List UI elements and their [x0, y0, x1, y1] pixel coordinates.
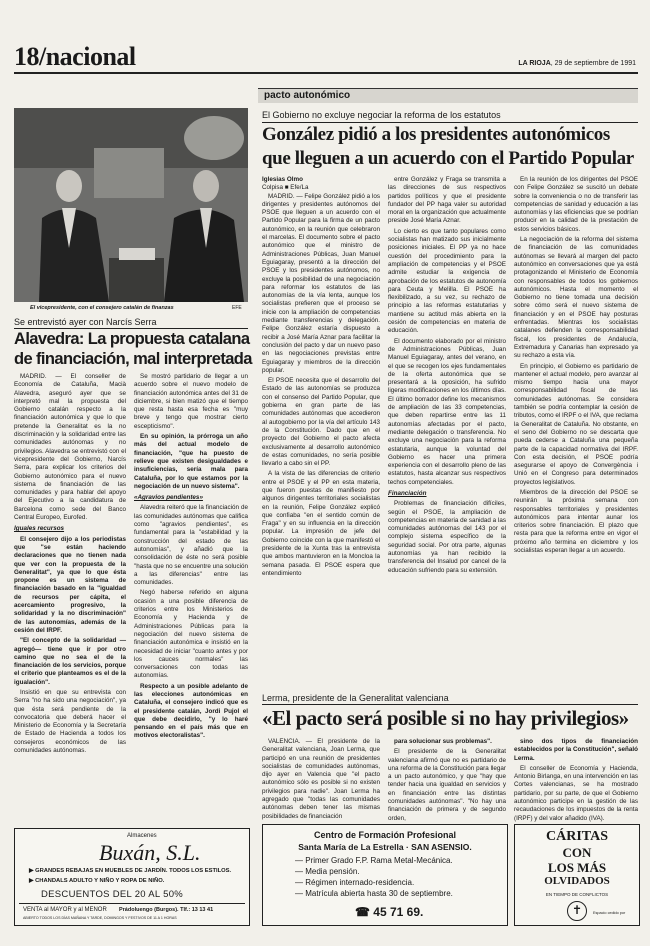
ad-centro-title: Centro de Formación Profesional — [313, 830, 457, 840]
ad-centro-item-2 — [295, 867, 360, 876]
main-byline: Iglesias Olmo — [262, 176, 303, 183]
arrow-icon: ▶ — [29, 868, 36, 874]
valencia-c2-p1: para solucionar sus problemas". — [394, 738, 492, 745]
valencia-column-3 — [514, 738, 638, 822]
dash-icon: — — [295, 878, 306, 887]
ad-caritas-small: Espacio cedido por — [593, 911, 626, 915]
ad-centro-item-4-text: Matrícula abierta hasta 30 de septiembre. — [305, 889, 453, 898]
dash-icon: — — [295, 856, 306, 865]
serra-kicker: Se entrevistó ayer con Narcís Serra — [14, 317, 157, 327]
main-c2-p1: entre González y Fraga se transmita a las direcciones de sus respectivos partidos políticos y que el presidente fundador del PP haga valer su autoridad moral en la organización que actualmente preside José María Aznar. — [388, 176, 506, 225]
ad-centro-item-3-text: Régimen internado-residencia. — [305, 878, 415, 887]
serra-headline-2: de financiación, mal interpretada — [14, 350, 252, 368]
ad-caritas-line3: LOS MÁS — [547, 860, 607, 875]
main-c1-p3: A la vista de las diferencias de criterio entre el PSOE y el PP en esta materia, que fueron puestas de manifiesto por algunos dirigentes territoriales socialistas en la reunión, Felipe González explicó que confiaba "en el sentido común de Fraga" y en su influencia en la dirección popular. La impresión de jefe del Gobierno coincide con la que manifestó el presidente de la Xunta tras la entrevista que ambos mantuvieron en la Moncloa la semana pasada. El PSOE espera que entendimiento — [262, 470, 380, 577]
paper-name: LA RIOJA — [518, 60, 551, 67]
ad-caritas-line1: CÁRITAS — [546, 829, 608, 844]
valencia-c3-p2: El conseller de Economía y Hacienda, Antonio Birlanga, en una intervención en las Cortes valencianas, se ha mostrado partidario, por su parte, de que el Gobierno autonómico participe en la gestión de las recaudaciones de los impuestos de la renta (IRPF) y del valor añadido (IVA). — [514, 764, 638, 822]
caritas-logo-icon: ✝ — [567, 901, 587, 921]
ad-buxan-line2 — [29, 878, 164, 884]
valencia-c2-p2: El presidente de la Generalitat valenciana afirmó que no es partidario de una reforma de la Constitución para llegar a un pacto autonómico, y que "hay que tender hacia una igualdad en servicios y en financiación entre las distintas comunidades autónomas". "No hay una financiación de primera y de segundo orden, — [388, 748, 506, 822]
ad-caritas-line2: CON — [562, 845, 592, 860]
main-c3-p2: La negociación de la reforma del sistema de financiación de las comunidades autónomas se llevará al margen del pacto autonómico en conversaciones que ya está protagonizando el Ministerio de Economía con responsables de todos los gobiernos autonómicos. Hasta el momento el Gobierno no tiene tomada una decisión sobre cómo será el nuevo sistema de financiación y en el PSOE hay posturas enfrentadas. Mientras los socialistas catalanes defienden la corresponsabilidad fiscal, los presidentes de Andalucía, Extremadura y Canarias han expresado ya su rechazo a esta vía. — [514, 236, 638, 360]
serra-c2-p3: Alavedra reiteró que la financiación de las comunidades autónomas que califica como "agravios pendientes", es fundamental para la "estabilidad y la construcción del estado de las autonomías", y añadió que la consolidación de éste no será posible "hasta que no se encuentre una solución a las diferencias" entre las comunidades. — [134, 504, 248, 587]
main-c3-p3: En principio, el Gobierno es partidario de mantener el actual modelo, pero avanzar al mismo tiempo hacia una mayor corresponsabilidad fiscal de las comunidades autónomas. Se considera también se podría contemplar la cesión de tributos, como el IRPF o el IVA, que reclama la Generalitat de Cataluña. No obstante, en el seno del Gobierno no se descarta que pueda cederse a Cataluña una pequeña parte de la capacidad normativa del IRPF. Con esta decisión, el PSOE podría asegurarse el apoyo de Convergència i Unió en el Congreso para determinados proyectos legislativos. — [514, 362, 638, 486]
main-c1-p1: MADRID. — Felipe González pidió a los dirigentes y presidentes autónomos del PSOE que lleguen a un acuerdo con el Partido Popular para la firma de un pacto autonómico, en la reunión que celebraron el marcelas. El documento sobre el pacto autonómico que el ministro de Administraciones Públicas, Juan Manuel Eguiagaray, presentó a la dirección del PSOE y los presidentes autónomos, no excluye la posibilidad de una negociación para reformar los estatutos de las autonomías de la vía lenta, aunque los socialistas prefieren que el proceso se inicie con la ampliación de competencias mediante transferencias y delegación. Felipe González estaría dispuesto a recibir a José María Aznar para facilitar la conclusión del pacto y dar un nuevo paso en las negociaciones previstas entre Eguiagaray y miembros de la dirección popular. — [262, 192, 380, 374]
ad-buxan-line1-text: GRANDES REBAJAS EN MUEBLES DE JARDÍN. TODOS LOS ESTILOS. — [35, 868, 232, 874]
valencia-c3-p1: sino dos tipos de financiación establecidos por la Constitución", señaló Lerma. — [514, 738, 638, 762]
main-column-2 — [388, 176, 506, 690]
ad-buxan-rule — [19, 903, 245, 904]
ad-centro-item-1-text: Primer Grado F.P. Rama Metal-Mecánica. — [305, 856, 453, 865]
valencia-c1-p1: VALENCIA. — El presidente de la Generalitat valenciana, Joan Lerma, que participó en una reunión de presidentes socialistas de comunidades autónomas, dijo ayer en Valencia que "el pacto autonómico sólo es posible si no existen privilegios para nadie". Joan Lerma ha agregado que "todas las comunidades autónomas deben tener las mismas posibilidades de financiación — [262, 738, 380, 820]
serra-c1-p2: El consejero dijo a los periodistas que "se están haciendo declaraciones que no tienen nada que ver con la propuesta de la Generalitat", ya que lo que ésta propone es un sistema de financiación basado en la "igualdad de recursos per cápita, el acercamiento progresivo, la solidaridad y la no discriminación" de las autonomías, además de la cesión del IRPF. — [14, 535, 126, 634]
ad-buxan-line1 — [29, 868, 231, 874]
date: , 29 de septiembre de 1991 — [550, 60, 636, 67]
ad-caritas-tag: EN TIEMPO DE CONFLICTOS — [545, 892, 609, 897]
main-c2-p3: El documento elaborado por el ministro de Administraciones Públicas, Juan Manuel Eguiagaray, antes del verano, en el que se recogen los ejes fundamentales de la oferta autonómica que se presentará a la oposición, ha sufrido ligeras modificaciones en los últimos días. El último borrador define los mecanismos de ampliación de las 33 competencias, que deben repartirse entre las 11 autonomías afectadas por el pacto, mediante delegación o transferencia. No excluye una negociación para la reforma estatutaria, aunque la voluntad del Gobierno es hacer una primera experiencia con el desarrollo pleno de las estatutos, hasta alcanzar sus respectivos techos competenciales. — [388, 337, 506, 486]
serra-kicker-rule — [14, 328, 248, 329]
phone-icon: ☎ — [355, 905, 374, 919]
arrow-icon: ▶ — [29, 878, 36, 884]
main-kicker: El Gobierno no excluye negociar la reforma de los estatutos — [262, 110, 501, 120]
serra-c2-p5: Respecto a un posible adelanto de las elecciones autonómicas en Cataluña, el consejero indicó que es el presidente catalán, Jordi Pujol el que debe decidirlo, "y lo haré pensando en el país más que en motivos electoralistas". — [134, 682, 248, 740]
ad-buxan-address: Prádoluengo (Burgos). Tlf.: 13 13 41 — [119, 907, 214, 913]
valencia-kicker: Lerma, presidente de la Generalitat valenciana — [262, 693, 449, 703]
valencia-column-2 — [388, 738, 506, 822]
main-c3-p1: En la reunión de los dirigentes del PSOE con Felipe González se suscitó un debate sobre la conveniencia o no de transferir las competencias de sanidad y educación a las autonomías y las eficiencias que se podrían producir en la calidad de la prestación de estos servicios básicos. — [514, 176, 638, 233]
ad-centro-item-3 — [295, 878, 414, 887]
page-section-title: 18/nacional — [14, 42, 136, 71]
main-column-3 — [514, 176, 638, 690]
ad-centro-phone — [355, 905, 423, 919]
photo-illustration — [14, 108, 248, 302]
valencia-headline: «El pacto será posible si no hay privilegios» — [262, 706, 629, 730]
ad-centro-item-1 — [295, 856, 453, 865]
main-agency: Colpisa ■ Efe/La — [262, 184, 309, 192]
kicker-rule — [262, 122, 638, 123]
header-rule — [14, 72, 638, 74]
ad-buxan-footer: VENTA al MAYOR y al MENOR — [23, 907, 107, 913]
main-c2-p2: Lo cierto es que tanto populares como socialistas han matizado sus inicialmente posiciones iniciales. El PP ya no hace cuestión del procedimiento para la ampliación de competencias y el PSOE admite estudiar la exigencia de aprobación de los estatutos de autonomía para Ceuta y Melilla. El PSOE ha flexibilizado, a su vez, su rechazo de principio a las reformas estatutarias y mantiene su actitud más abierta en la cesión de competencias en materia de educación. — [388, 227, 506, 335]
ad-centro-item-2-text: Media pensión. — [305, 867, 360, 876]
ad-buxan-name: Buxán, S.L. — [99, 840, 201, 865]
serra-column-1 — [14, 373, 126, 773]
valencia-column-1 — [262, 738, 380, 818]
main-c2-subhead: Financiación — [388, 489, 427, 497]
photo-credit: EFE — [232, 305, 242, 311]
serra-c2-p1: Se mostró partidario de llegar a un acuerdo sobre el nuevo modelo de financiación autonómica antes del 31 de diciembre, si bien matizó que el tiempo que resta hasta esa fecha es "muy breve y tengo que mostrar cierto escepticismo". — [134, 373, 248, 430]
main-column-1 — [262, 176, 380, 690]
ad-buxan-hours: ABIERTO TODOS LOS DÍAS MAÑANA Y TARDE, DOMINGOS Y FESTIVOS DE 11 A 1 HORAS — [23, 916, 177, 920]
ad-centro — [262, 824, 508, 926]
ad-centro-phone-text: 45 71 69. — [373, 905, 424, 919]
serra-headline-1: Alavedra: La propuesta catalana — [14, 330, 250, 348]
main-headline-2: que lleguen a un acuerdo con el Partido Popular — [262, 148, 634, 169]
masthead-date — [518, 60, 636, 67]
serra-c2-subhead: «Agravios pendientes» — [134, 494, 203, 502]
ad-buxan-discount: DESCUENTOS DEL 20 AL 50% — [41, 889, 184, 900]
ad-buxan — [14, 828, 250, 926]
serra-c2-p4: Negó haberse referido en alguna ocasión a una posible diferencia de criterios entre los Ministerios de Economía y Hacienda y de Administraciones Públicas para la negociación del nuevo sistema de financiación autonómica e insistió en la necesidad de iniciar "cuanto antes y por los cauces normales" las conversaciones con todas las autonomías. — [134, 589, 248, 680]
serra-column-2 — [134, 373, 248, 773]
ad-centro-subtitle: Santa María de La Estrella · SAN ASENSIO. — [298, 842, 472, 852]
main-headline-1: González pidió a los presidentes autonómicos — [262, 124, 610, 145]
ad-caritas — [514, 824, 640, 926]
serra-c2-p2: En su opinión, la prórroga un año más del actual modelo de financiación, "que ha puesto de relieve que existen desigualdades e insuficiencias, sería mala para Cataluña, por lo que estamos por la negociación de un nuevo sistema". — [134, 433, 248, 490]
main-c2-p4: Problemas de financiación difíciles, según el PSOE, la ampliación de competencias en materia de sanidad a las comunidades autónomas del 143 por el complejo sistema específico de la seguridad social. Por otra parte, algunas autonomías ya han recibido la transferencia del Insalud por cancel de la educación sufriendo para su extensión. — [388, 500, 506, 574]
news-photo — [14, 108, 248, 302]
section-banner-text: pacto autonómico — [264, 90, 351, 101]
valencia-kicker-rule — [262, 704, 638, 705]
ad-buxan-line2-text: CHANDALS ADULTO Y NIÑO Y ROPA DE NIÑO. — [35, 878, 165, 884]
main-c1-p2: El PSOE necesita que el desarrollo del Estado de las autonomías se produzca con el consenso del Partido Popular, que gobierna en gran parte de las comunidades autónomas que accedieron al autogobierno por la vía del artículo 143 de la Constitución. Dado que en el proyecto del Gobierno el pacto afecta exclusivamente al desarrollo autonómico de estas comunidades, no sería posible llevarlo a cabo sin el PP. — [262, 377, 380, 468]
dash-icon: — — [295, 889, 306, 898]
serra-c1-subhead: Iguales recursos — [14, 525, 65, 533]
main-c3-p4: Miembros de la dirección del PSOE se reunirán la próxima semana con responsables territoriales y presidentes autonómicos para intentar aunar los criterios sobre financiación. El plazo que resta para que la reforma entre en vigor el próximo año termina en diciembre y los socialistas esperan llegar a un acuerdo. — [514, 488, 638, 555]
ad-centro-item-4 — [295, 889, 453, 898]
dash-icon: — — [295, 867, 306, 876]
serra-c1-p1: MADRID. — El conseller de Economía de Cataluña, Macià Alavedra, aseguró ayer que se interpretó mal la propuesta del Gobierno catalán respecto a la financiación autonómica y que lo que pretende la Generalitat es la no discriminación y la solidaridad entre las comunidades autónomas y no privilegios. Alavedra se entrevistó con el vicepresidente del Gobierno, Narcís Serra, para explicar los criterios del Gobierno autonómico para el nuevo sistema de financiación de las comunidades y para hablar del apoyo del Ejecutivo a la candidatura de Barcelona como sede del Banco Central Europeo, Eurofed. — [14, 373, 127, 522]
serra-c1-p4: Insistió en que su entrevista con Serra "no ha sido una negociación", ya que ésta será pendiente de la convocatoria que deberá hacer el Ministerio de Economía y la Secretaría de Estado de Hacienda a todos los consejeros económicos de las comunidades autónomas. — [14, 688, 126, 755]
ad-buxan-label: Almacenes — [127, 833, 157, 839]
section-banner — [258, 88, 638, 103]
ad-caritas-line4: OLVIDADOS — [544, 875, 610, 887]
photo-caption: El vicepresidente, con el consejero catalán de finanzas — [30, 305, 174, 311]
serra-c1-p3: "El concepto de la solidaridad —agregó— tiene que ir por otro camino que no sea el de la financiación de los servicios, porque el criterio que planteamos es el de la igualación". — [14, 637, 126, 686]
